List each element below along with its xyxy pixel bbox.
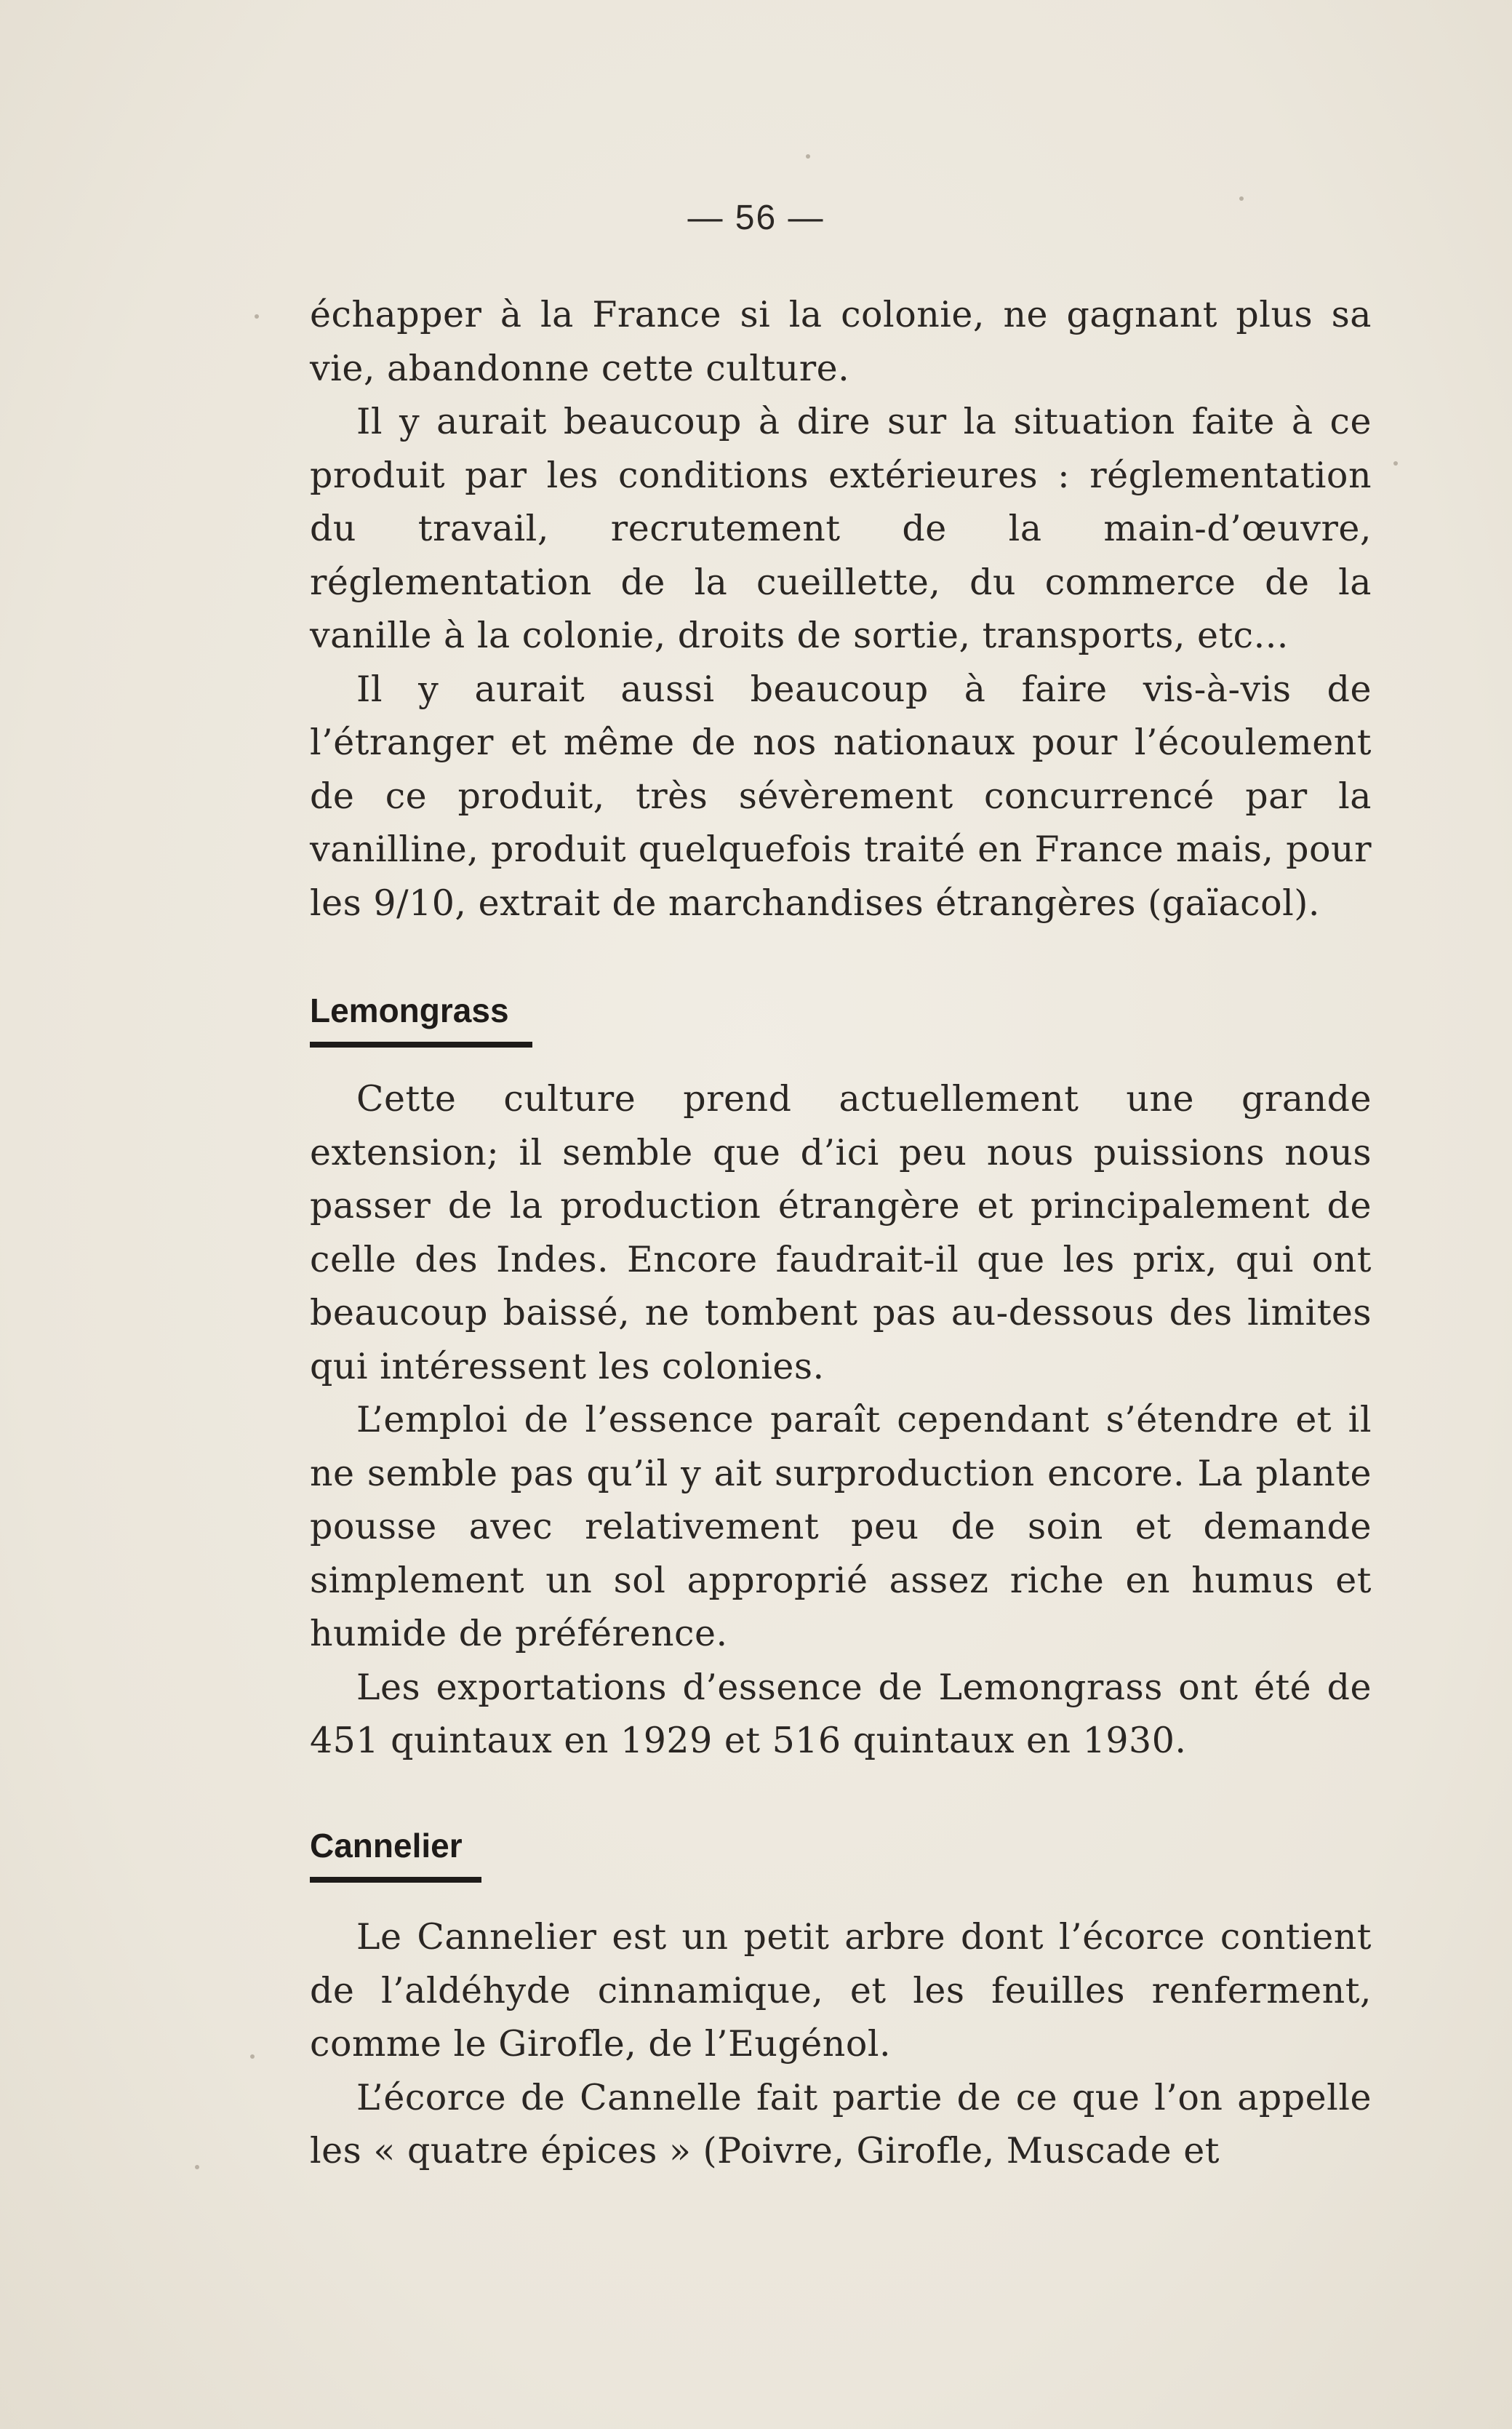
paper-speck	[255, 314, 259, 319]
paper-speck	[806, 154, 810, 159]
page-number: — 56 —	[687, 199, 825, 237]
paragraph-culture: Cette culture prend actuellement une grande extension; il semble que d’ici peu nous puissions nous passer de la production étrangère et principalement de celle des Indes. Encore faudrait-il que les prix, qui ont beaucoup baissé, ne tombent pas au-dessous des limites qui intéressent les colonies.	[310, 1078, 1372, 1387]
vanille-section	[310, 288, 1372, 930]
paragraph-continuation: échapper à la France si la colonie, ne gagnant plus sa vie, abandonne cette culture.	[310, 294, 1372, 389]
section-heading-cannelier: Cannelier	[310, 1827, 463, 1864]
paragraph-situation: Il y aurait beaucoup à dire sur la situation faite à ce produit par les conditions extérieures : réglementation du travail, recrutement de la main-d’œuvre, réglementation de la cueillette, du commerce de la vanille à la colonie, droits de sortie, transports, etc...	[310, 401, 1372, 656]
paragraph-emploi: L’emploi de l’essence paraît cependant s’étendre et il ne semble pas qu’il y ait surproduction encore. La plante pousse avec relativement peu de soin et demande simplement un sol approprié assez riche en humus et humide de préférence.	[310, 1399, 1372, 1654]
cannelier-section	[310, 1910, 1372, 2178]
paper-speck	[1239, 196, 1244, 201]
paragraph-etranger: Il y aurait aussi beaucoup à faire vis-à-vis de l’étranger et même de nos nationaux pour l’écoulement de ce produit, très sévèrement concurrencé par la vanilline, produit quelquefois traité en France mais, pour les 9/10, extrait de marchandises étrangères (gaïacol).	[310, 668, 1372, 924]
heading-underline	[310, 1042, 532, 1048]
section-heading-lemongrass: Lemongrass	[310, 992, 509, 1029]
paper-speck	[1393, 461, 1398, 466]
paragraph-exportations: Les exportations d’essence de Lemongrass ont été de 451 quintaux en 1929 et 516 quintaux en 1930.	[310, 1666, 1372, 1761]
heading-underline	[310, 1877, 481, 1883]
paragraph-cannelier: Le Cannelier est un petit arbre dont l’écorce contient de l’aldéhyde cinnamique, et les feuilles renferment, comme le Girofle, de l’Eugénol.	[310, 1916, 1372, 2065]
paper-speck	[195, 2165, 199, 2169]
lemongrass-section	[310, 1072, 1372, 1768]
paper-speck	[250, 2054, 255, 2059]
paragraph-ecorce: L’écorce de Cannelle fait partie de ce que l’on appelle les « quatre épices » (Poivre, Girofle, Muscade et	[310, 2076, 1372, 2171]
